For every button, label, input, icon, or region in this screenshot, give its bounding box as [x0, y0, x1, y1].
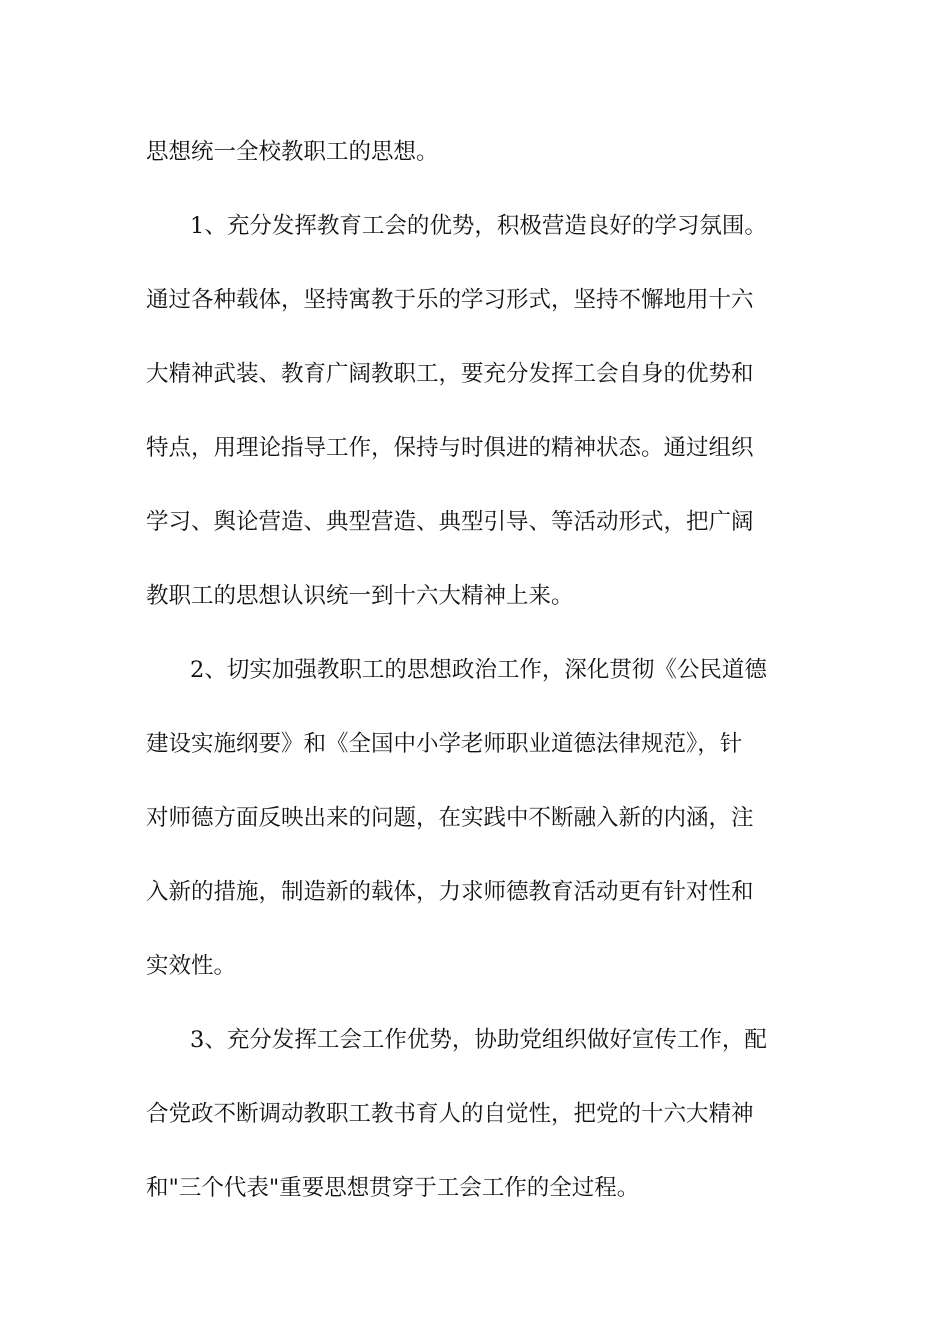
text-line: 思想统一全校教职工的思想。: [146, 139, 439, 165]
text-line: 通过各种载体，坚持寓教于乐的学习形式，坚持不懈地用十六: [146, 287, 754, 313]
text-line: 对师德方面反映出来的问题，在实践中不断融入新的内涵，注: [146, 805, 754, 831]
text-line: 实效性。: [146, 953, 237, 979]
paragraph-2-first-line: 2、切实加强教职工的思想政治工作，深化贯彻《公民道德: [190, 657, 767, 683]
text-line: 大精神武装、教育广阔教职工，要充分发挥工会自身的优势和: [146, 361, 754, 387]
text-line: 入新的措施，制造新的载体，力求师德教育活动更有针对性和: [146, 879, 754, 905]
text-line: 建设实施纲要》和《全国中小学老师职业道德法律规范》，针: [146, 731, 743, 757]
text-line: 特点，用理论指导工作，保持与时俱进的精神状态。通过组织: [146, 435, 754, 461]
text-line: 教职工的思想认识统一到十六大精神上来。: [146, 583, 574, 609]
paragraph-1-first-line: 1、充分发挥教育工会的优势，积极营造良好的学习氛围。: [190, 213, 767, 239]
paragraph-3-first-line: 3、充分发挥工会工作优势，协助党组织做好宣传工作，配: [190, 1027, 767, 1053]
text-line: 和"三个代表"重要思想贯穿于工会工作的全过程。: [146, 1175, 640, 1201]
text-line: 合党政不断调动教职工教书育人的自觉性，把党的十六大精神: [146, 1101, 754, 1127]
text-line: 学习、舆论营造、典型营造、典型引导、等活动形式，把广阔: [146, 509, 754, 535]
